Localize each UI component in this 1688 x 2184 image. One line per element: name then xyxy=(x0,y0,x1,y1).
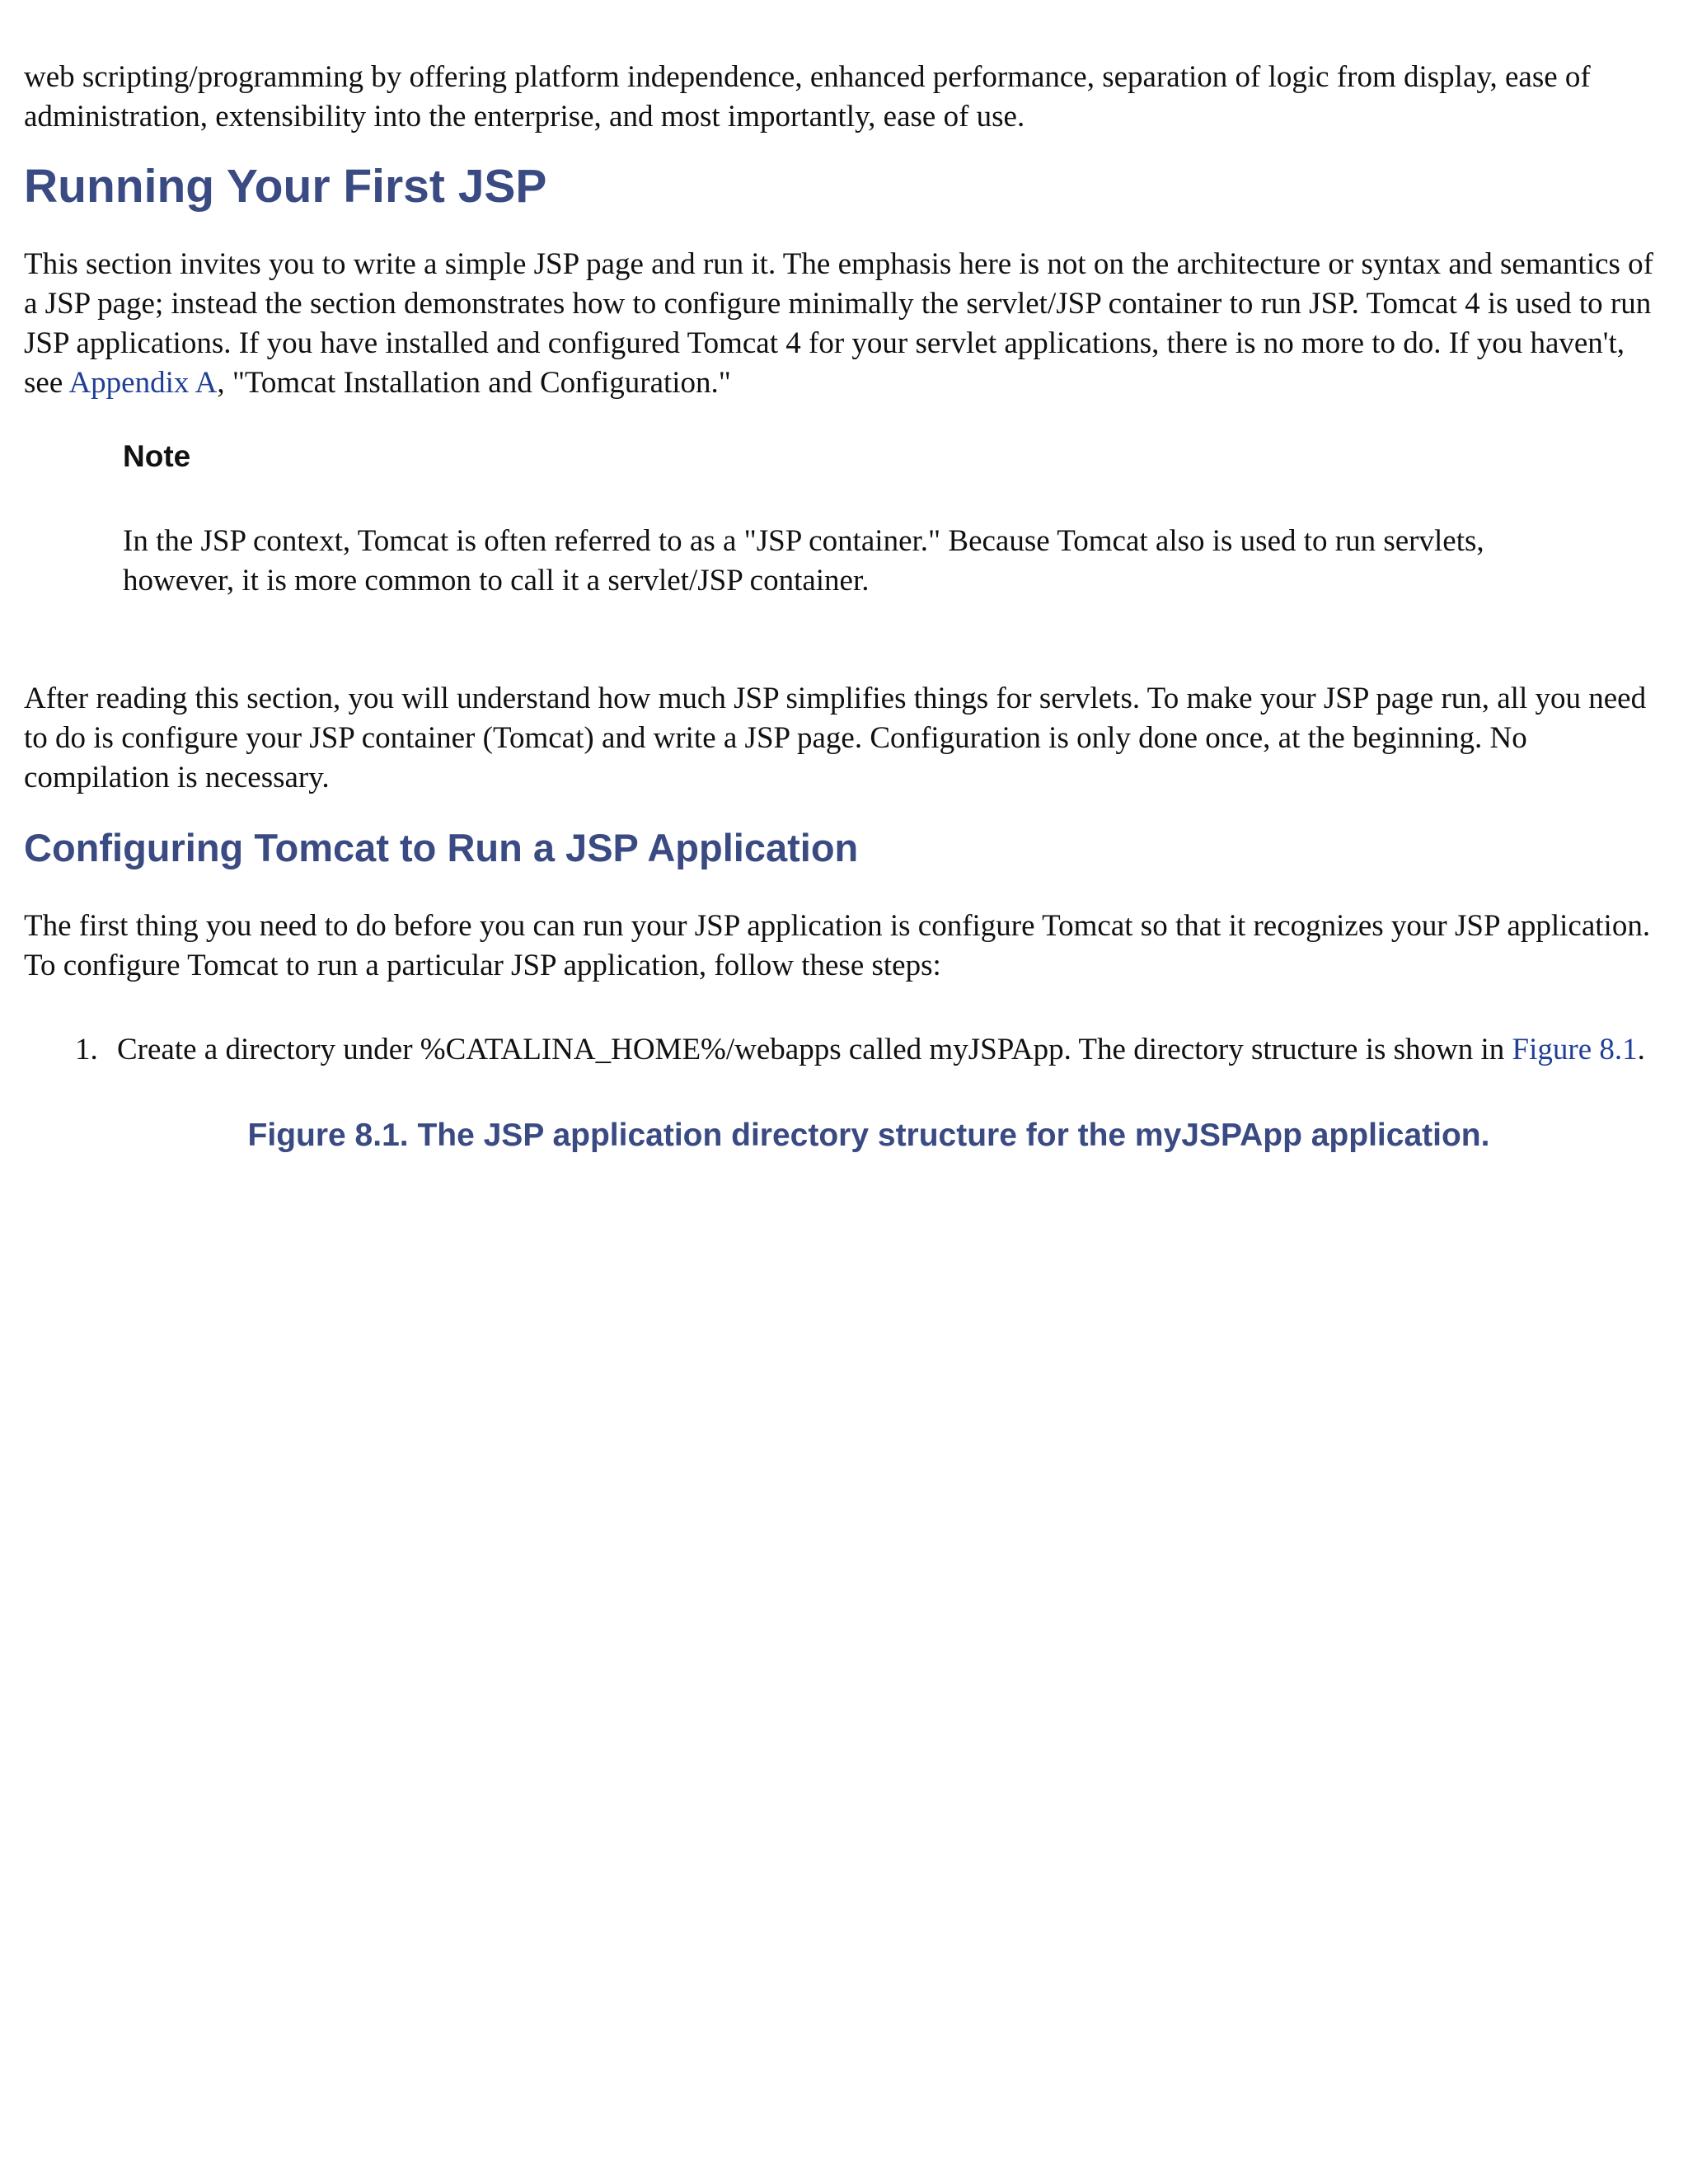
section1-paragraph xyxy=(24,245,1664,403)
section1-paragraph-text-end: , "Tomcat Installation and Configuration." xyxy=(217,366,731,400)
note-text: In the JSP context, Tomcat is often referred to as a "JSP container." Because Tomcat also is used to run servlets, however, it is more common to call it a servlet/JSP container. xyxy=(123,524,1484,598)
note-box xyxy=(123,438,1524,601)
appendix-a-link[interactable]: Appendix A xyxy=(68,366,218,400)
document-page xyxy=(24,58,1664,1155)
list-item xyxy=(24,1030,1664,1070)
section-heading-running-first-jsp: Running Your First JSP xyxy=(24,160,547,213)
section1-paragraph-2: After reading this section, you will understand how much JSP simplifies things for servlets. To make your JSP page run, all you need to do is configure your JSP container (Tomcat) and write a JSP page. Configuration is only done once, at the beginning. No compilation is necessary. xyxy=(24,682,1647,794)
step-text-end: . xyxy=(1637,1033,1645,1066)
section2-paragraph: The first thing you need to do before you can run your JSP application is configure Tomcat so that it recognizes your JSP application. To configure Tomcat to run a particular JSP application, follow these steps: xyxy=(24,909,1651,982)
figure-caption: Figure 8.1. The JSP application directory structure for the myJSPApp application. xyxy=(247,1118,1490,1153)
note-title: Note xyxy=(123,439,191,473)
steps-list xyxy=(24,1030,1664,1070)
figure-8-1-link[interactable]: Figure 8.1 xyxy=(1512,1033,1638,1066)
step-number: 1. xyxy=(75,1033,98,1066)
subsection-heading-configuring-tomcat: Configuring Tomcat to Run a JSP Application xyxy=(24,826,859,869)
section1-paragraph-text: This section invites you to write a simple JSP page and run it. The emphasis here is not on the architecture or syntax and semantics of a JSP page; instead the section demonstrates how to configure minimally the servlet/JSP container to run JSP. Tomcat 4 is used to run JSP applications. If you have installed and configured Tomcat 4 for your servlet applications, there is no more to do. If you haven't, see xyxy=(24,247,1654,400)
step-text: Create a directory under %CATALINA_HOME%/webapps called myJSPApp. The directory structure is shown in xyxy=(117,1033,1512,1066)
intro-paragraph: web scripting/programming by offering platform independence, enhanced performance, separation of logic from display, ease of administration, extensibility into the enterprise, and most importantly, ease of use. xyxy=(24,60,1591,134)
